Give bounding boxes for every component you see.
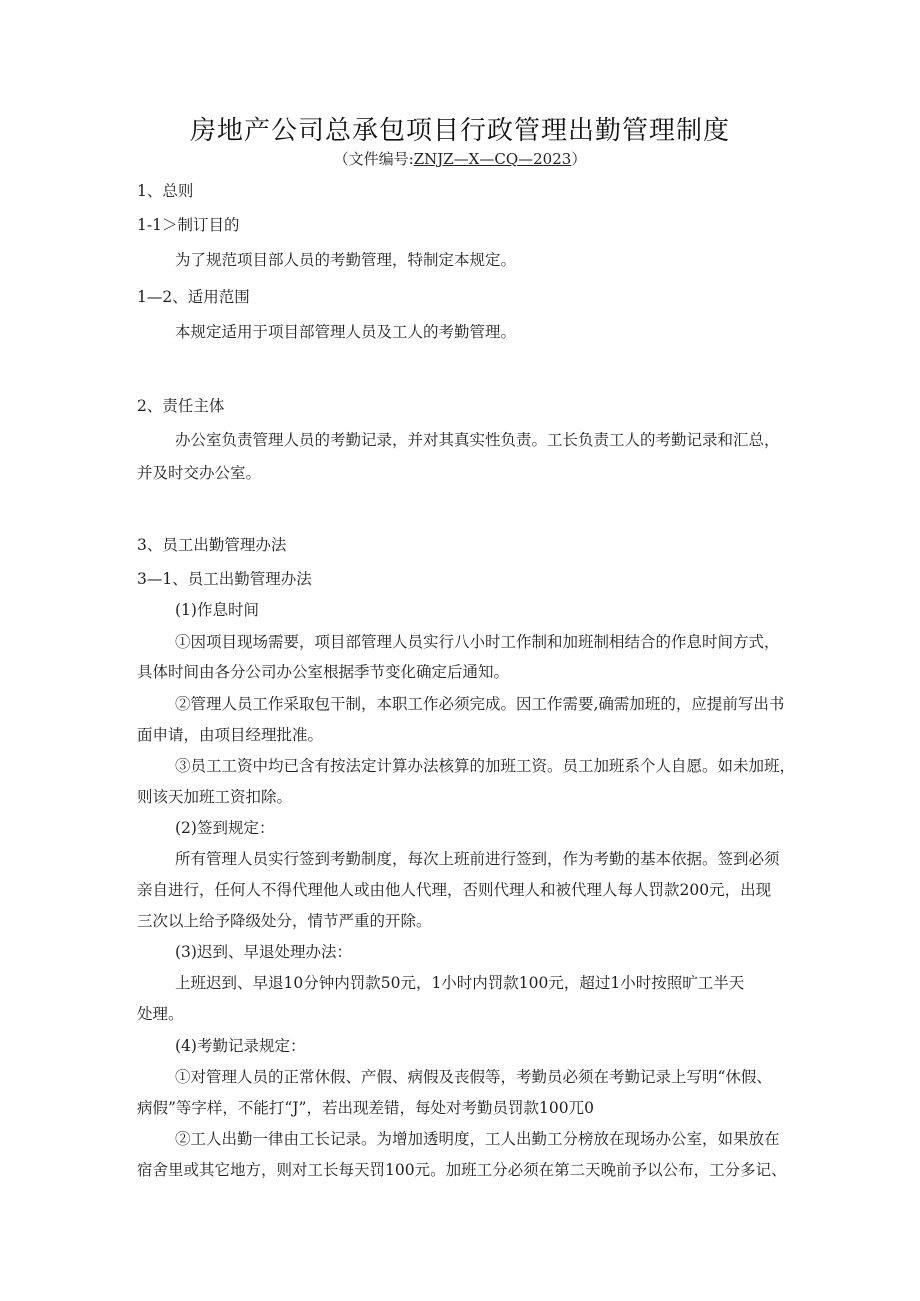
section-heading-general: 1、总则 [137,182,194,200]
paragraph-line: 病假”等字样，不能打“J”，若出现差错，每处对考勤员罚款100兀0 [137,1099,594,1117]
paragraph-line: 为了规范项目部人员的考勤管理，特制定本规定。 [175,251,517,269]
paragraph-line: 则该天加班工资扣除。 [137,788,293,806]
paragraph-line: 三次以上给予降级处分，情节严重的开除。 [137,912,432,930]
section-heading-attendance: 3、员工出勤管理办法 [137,536,287,554]
paragraph-line: 上班迟到、早退10分钟内罚款50元，1小时内罚款100元，超过1小时按照旷工半天 [175,974,745,992]
paragraph-line: ①因项目现场需要，项目部管理人员实行八小时工作制和加班制相结合的作息时间方式， [175,633,780,651]
item-heading-records: (4)考勤记录规定： [175,1037,306,1055]
section-heading-responsibility: 2、责任主体 [137,397,225,415]
subsection-heading-attendance: 3—1、员工出勤管理办法 [137,570,312,588]
paragraph-line: ②管理人员工作采取包干制，本职工作必须完成。因工作需要,确需加班的，应提前写出书 [175,695,785,713]
paragraph-line: 并及时交办公室。 [137,464,262,482]
document-number [0,148,920,169]
paragraph-line: 面申请，由项目经理批准。 [137,726,324,744]
paragraph-line: 办公室负责管理人员的考勤记录，并对其真实性负责。工长负责工人的考勤记录和汇总， [175,431,780,449]
paragraph-line: 本规定适用于项目部管理人员及工人的考勤管理。 [175,323,517,341]
item-heading-work-hours: (1)作息时间 [175,601,259,619]
item-heading-late: (3)迟到、早退处理办法： [175,943,352,961]
paragraph-line: ①对管理人员的正常休假、产假、病假及丧假等，考勤员必须在考勤记录上写明“休假、 [175,1068,772,1086]
document-title: 房地产公司总承包项目行政管理出勤管理制度 [189,116,730,146]
paragraph-line: 宿舍里或其它地方，则对工长每天罚100元。加班工分必须在第二天晚前予以公布，工分多记、 [137,1161,787,1179]
subsection-heading-scope: 1—2、适用范围 [137,288,250,306]
paragraph-line: 所有管理人员实行签到考勤制度，每次上班前进行签到，作为考勤的基本依据。签到必须 [175,850,780,868]
paragraph-line: ②工人出勤一律由工长记录。为增加透明度，工人出勤工分榜放在现场办公室，如果放在 [175,1130,780,1148]
document-number-code: ZNJZ—X—CQ—2023 [413,150,572,168]
paragraph-line: ③员工工资中均已含有按法定计算办法核算的加班工资。员工加班系个人自愿。如未加班， [175,757,796,775]
paragraph-line: 处理。 [137,1005,184,1023]
item-heading-sign-in: (2)签到规定： [175,819,275,837]
document-number-prefix: （文件编号: [333,150,414,168]
document-number-suffix: ） [571,150,587,168]
subsection-heading-purpose: 1-1＞制订目的 [137,216,240,234]
paragraph-line: 亲自进行，任何人不得代理他人或由他人代理，否则代理人和被代理人每人罚款200元，出现 [137,881,772,899]
paragraph-line: 具体时间由各分公司办公室根据季节变化确定后通知。 [137,663,510,681]
